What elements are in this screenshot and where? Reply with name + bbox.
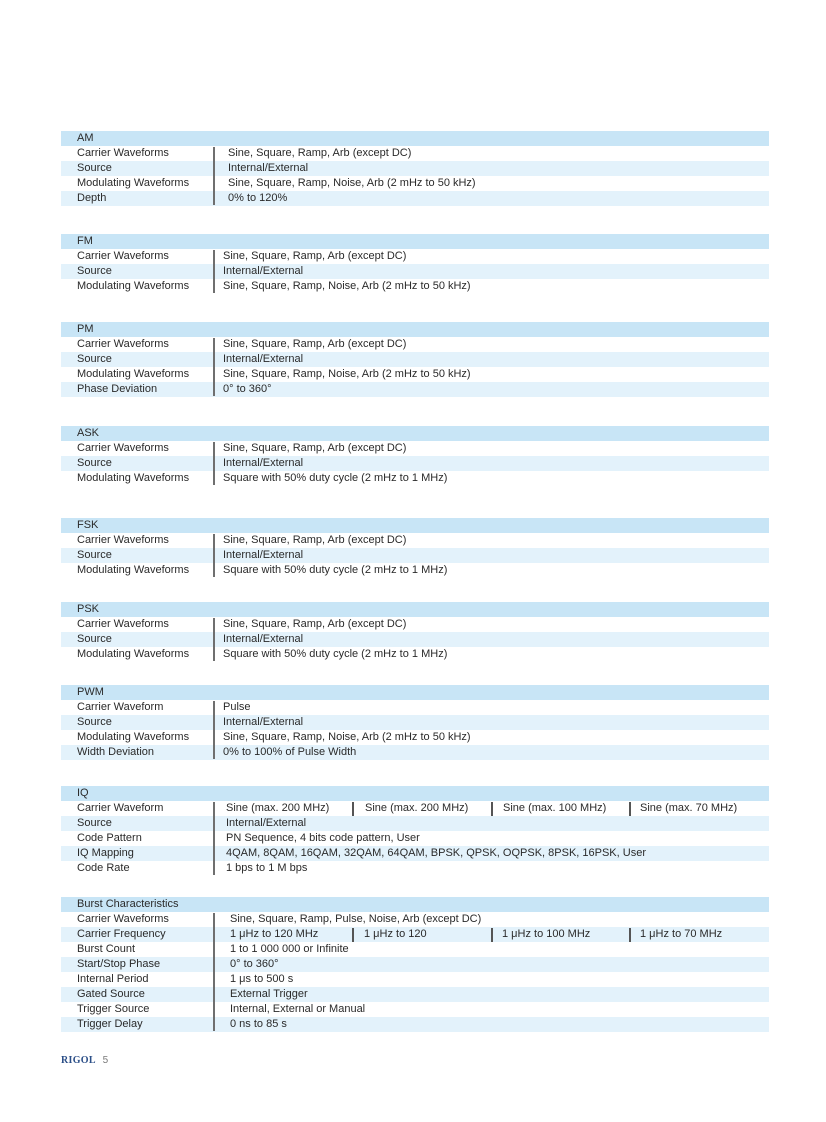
spec-section bbox=[61, 234, 769, 294]
spec-label: Trigger Source bbox=[77, 1003, 150, 1015]
spec-value-column: Sine (max. 100 MHz) bbox=[503, 802, 607, 814]
spec-row bbox=[61, 456, 769, 471]
section-header bbox=[61, 897, 769, 912]
spec-value: Square with 50% duty cycle (2 mHz to 1 MHz) bbox=[223, 472, 448, 484]
spec-value-column: 1 μHz to 120 MHz bbox=[230, 928, 319, 940]
spec-label: Modulating Waveforms bbox=[77, 564, 190, 576]
spec-row bbox=[61, 548, 769, 563]
spec-section bbox=[61, 518, 769, 578]
spec-label: Depth bbox=[77, 192, 107, 204]
spec-row bbox=[61, 831, 769, 846]
section-title: ASK bbox=[77, 427, 100, 439]
spec-section bbox=[61, 426, 769, 486]
spec-value-column: 1 μHz to 70 MHz bbox=[640, 928, 723, 940]
spec-row bbox=[61, 249, 769, 264]
column-divider bbox=[352, 802, 354, 816]
spec-label: Carrier Frequency bbox=[77, 928, 166, 940]
spec-row bbox=[61, 382, 769, 397]
spec-label: Carrier Waveforms bbox=[77, 913, 169, 925]
spec-value: Internal/External bbox=[223, 265, 304, 277]
column-divider bbox=[352, 928, 354, 942]
spec-row bbox=[61, 816, 769, 831]
section-title: PM bbox=[77, 323, 94, 335]
section-header bbox=[61, 234, 769, 249]
spec-value: Sine, Square, Ramp, Noise, Arb (2 mHz to 50 kHz) bbox=[223, 731, 471, 743]
spec-row bbox=[61, 861, 769, 876]
spec-label: Modulating Waveforms bbox=[77, 648, 190, 660]
spec-value: Pulse bbox=[223, 701, 251, 713]
spec-row bbox=[61, 1002, 769, 1017]
spec-label: Modulating Waveforms bbox=[77, 472, 190, 484]
spec-label: Modulating Waveforms bbox=[77, 177, 190, 189]
spec-value: 1 bps to 1 M bps bbox=[226, 862, 308, 874]
spec-value: 0 ns to 85 s bbox=[230, 1018, 287, 1030]
spec-label: Source bbox=[77, 162, 112, 174]
spec-label: Carrier Waveforms bbox=[77, 442, 169, 454]
spec-row bbox=[61, 957, 769, 972]
spec-value-column: Sine (max. 200 MHz) bbox=[226, 802, 330, 814]
spec-label: Start/Stop Phase bbox=[77, 958, 161, 970]
spec-value: 1 to 1 000 000 or Infinite bbox=[230, 943, 349, 955]
spec-value: 0% to 100% of Pulse Width bbox=[223, 746, 357, 758]
page-footer bbox=[61, 1055, 108, 1066]
spec-value: 0° to 360° bbox=[230, 958, 279, 970]
spec-label: Carrier Waveforms bbox=[77, 338, 169, 350]
spec-row bbox=[61, 533, 769, 548]
spec-label: Carrier Waveform bbox=[77, 802, 164, 814]
spec-row bbox=[61, 146, 769, 161]
spec-row bbox=[61, 942, 769, 957]
spec-row bbox=[61, 987, 769, 1002]
section-header bbox=[61, 602, 769, 617]
spec-row bbox=[61, 471, 769, 486]
spec-row bbox=[61, 846, 769, 861]
spec-row bbox=[61, 563, 769, 578]
column-divider bbox=[491, 928, 493, 942]
section-title: FSK bbox=[77, 519, 99, 531]
spec-value-column: Sine (max. 200 MHz) bbox=[365, 802, 469, 814]
spec-value: Sine, Square, Ramp, Arb (except DC) bbox=[223, 338, 407, 350]
spec-row bbox=[61, 912, 769, 927]
spec-value: External Trigger bbox=[230, 988, 308, 1000]
spec-label: Modulating Waveforms bbox=[77, 280, 190, 292]
spec-value: Sine, Square, Ramp, Arb (except DC) bbox=[223, 618, 407, 630]
spec-row bbox=[61, 161, 769, 176]
label-value-divider bbox=[213, 534, 215, 577]
spec-row bbox=[61, 972, 769, 987]
spec-label: Modulating Waveforms bbox=[77, 368, 190, 380]
spec-value: Square with 50% duty cycle (2 mHz to 1 MHz) bbox=[223, 564, 448, 576]
spec-value: Sine, Square, Ramp, Arb (except DC) bbox=[228, 147, 412, 159]
spec-value: Internal/External bbox=[228, 162, 309, 174]
section-header bbox=[61, 131, 769, 146]
label-value-divider bbox=[213, 913, 215, 1031]
section-header bbox=[61, 685, 769, 700]
section-title: FM bbox=[77, 235, 93, 247]
spec-value: Square with 50% duty cycle (2 mHz to 1 MHz) bbox=[223, 648, 448, 660]
spec-value: 1 μs to 500 s bbox=[230, 973, 294, 985]
spec-row bbox=[61, 176, 769, 191]
spec-value-column: Sine (max. 70 MHz) bbox=[640, 802, 738, 814]
spec-label: Code Pattern bbox=[77, 832, 142, 844]
spec-row bbox=[61, 927, 769, 942]
spec-row bbox=[61, 745, 769, 760]
spec-value: Internal, External or Manual bbox=[230, 1003, 366, 1015]
column-divider bbox=[629, 928, 631, 942]
spec-label: Source bbox=[77, 353, 112, 365]
spec-value: 0% to 120% bbox=[228, 192, 288, 204]
spec-value: Sine, Square, Ramp, Noise, Arb (2 mHz to 50 kHz) bbox=[223, 368, 471, 380]
spec-value: Internal/External bbox=[223, 457, 304, 469]
label-value-divider bbox=[213, 338, 215, 396]
spec-value: Internal/External bbox=[223, 716, 304, 728]
spec-section bbox=[61, 786, 769, 876]
column-divider bbox=[491, 802, 493, 816]
spec-label: Trigger Delay bbox=[77, 1018, 143, 1030]
spec-value-column: 1 μHz to 120 bbox=[364, 928, 427, 940]
label-value-divider bbox=[213, 250, 215, 293]
spec-row bbox=[61, 730, 769, 745]
section-title: AM bbox=[77, 132, 94, 144]
spec-row bbox=[61, 191, 769, 206]
spec-value: Internal/External bbox=[226, 817, 307, 829]
spec-row bbox=[61, 1017, 769, 1032]
spec-value: Internal/External bbox=[223, 549, 304, 561]
spec-row bbox=[61, 647, 769, 662]
spec-row bbox=[61, 715, 769, 730]
spec-row bbox=[61, 367, 769, 382]
spec-label: Burst Count bbox=[77, 943, 136, 955]
spec-row bbox=[61, 801, 769, 816]
label-value-divider bbox=[213, 618, 215, 661]
spec-section bbox=[61, 322, 769, 397]
spec-label: Source bbox=[77, 716, 112, 728]
spec-label: Carrier Waveforms bbox=[77, 250, 169, 262]
spec-row bbox=[61, 632, 769, 647]
spec-section bbox=[61, 602, 769, 662]
spec-label: Carrier Waveforms bbox=[77, 534, 169, 546]
spec-row bbox=[61, 700, 769, 715]
label-value-divider bbox=[213, 802, 215, 875]
section-title: Burst Characteristics bbox=[77, 898, 179, 910]
rigol-logo: RIGOL bbox=[61, 1055, 96, 1066]
label-value-divider bbox=[213, 701, 215, 759]
spec-label: Modulating Waveforms bbox=[77, 731, 190, 743]
spec-label: Internal Period bbox=[77, 973, 149, 985]
section-header bbox=[61, 518, 769, 533]
label-value-divider bbox=[213, 147, 215, 205]
spec-row bbox=[61, 617, 769, 632]
spec-row bbox=[61, 337, 769, 352]
column-divider bbox=[629, 802, 631, 816]
spec-value: Sine, Square, Ramp, Arb (except DC) bbox=[223, 442, 407, 454]
spec-value: Internal/External bbox=[223, 633, 304, 645]
spec-label: Carrier Waveforms bbox=[77, 147, 169, 159]
spec-label: Width Deviation bbox=[77, 746, 155, 758]
spec-value: Sine, Square, Ramp, Noise, Arb (2 mHz to 50 kHz) bbox=[223, 280, 471, 292]
spec-label: Source bbox=[77, 265, 112, 277]
spec-label: Gated Source bbox=[77, 988, 145, 1000]
section-header bbox=[61, 786, 769, 801]
spec-label: Source bbox=[77, 457, 112, 469]
spec-row bbox=[61, 264, 769, 279]
spec-label: Source bbox=[77, 549, 112, 561]
section-title: PWM bbox=[77, 686, 104, 698]
spec-section bbox=[61, 685, 769, 760]
label-value-divider bbox=[213, 442, 215, 485]
section-header bbox=[61, 426, 769, 441]
spec-value: Sine, Square, Ramp, Pulse, Noise, Arb (except DC) bbox=[230, 913, 482, 925]
spec-label: Code Rate bbox=[77, 862, 130, 874]
spec-value: Sine, Square, Ramp, Noise, Arb (2 mHz to 50 kHz) bbox=[228, 177, 476, 189]
spec-value: Sine, Square, Ramp, Arb (except DC) bbox=[223, 250, 407, 262]
section-title: IQ bbox=[77, 787, 89, 799]
spec-value-column: 1 μHz to 100 MHz bbox=[502, 928, 591, 940]
spec-label: Source bbox=[77, 633, 112, 645]
spec-label: Carrier Waveform bbox=[77, 701, 164, 713]
page-number: 5 bbox=[102, 1055, 109, 1066]
spec-section bbox=[61, 897, 769, 1032]
spec-value: Internal/External bbox=[223, 353, 304, 365]
spec-value: 4QAM, 8QAM, 16QAM, 32QAM, 64QAM, BPSK, QPSK, OQPSK, 8PSK, 16PSK, User bbox=[226, 847, 646, 859]
spec-value: 0° to 360° bbox=[223, 383, 272, 395]
spec-label: Phase Deviation bbox=[77, 383, 158, 395]
spec-label: Source bbox=[77, 817, 112, 829]
spec-label: Carrier Waveforms bbox=[77, 618, 169, 630]
section-header bbox=[61, 322, 769, 337]
spec-value: Sine, Square, Ramp, Arb (except DC) bbox=[223, 534, 407, 546]
spec-label: IQ Mapping bbox=[77, 847, 134, 859]
spec-row bbox=[61, 441, 769, 456]
spec-row bbox=[61, 352, 769, 367]
spec-value: PN Sequence, 4 bits code pattern, User bbox=[226, 832, 420, 844]
spec-section bbox=[61, 131, 769, 206]
section-title: PSK bbox=[77, 603, 100, 615]
spec-row bbox=[61, 279, 769, 294]
